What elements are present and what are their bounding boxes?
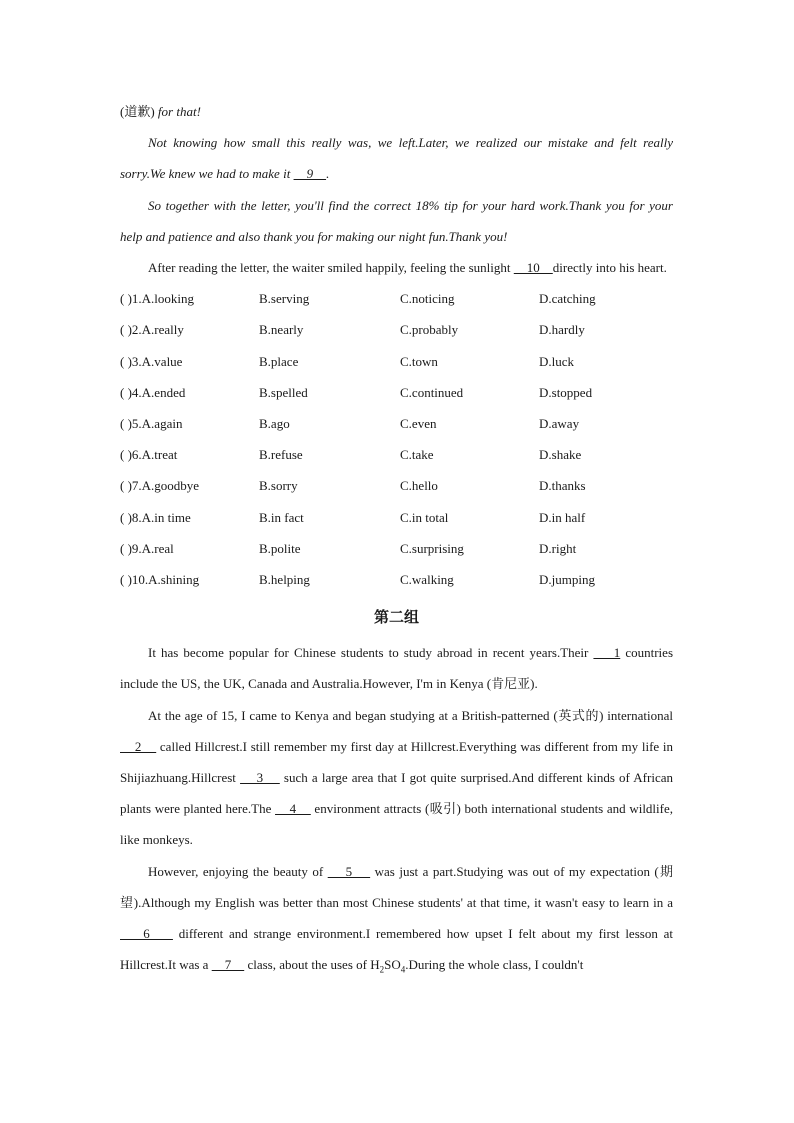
passage1-line-a (120, 96, 673, 127)
question-option-c: C.in total (400, 509, 449, 525)
question-option-d: D.stopped (539, 384, 593, 400)
text: However, enjoying the beauty of (148, 863, 328, 879)
question-row-6 (120, 439, 673, 470)
text: .During the whole class, I couldn't (405, 957, 584, 973)
passage2-para-2 (120, 700, 673, 856)
question-option-d: D.luck (539, 353, 575, 369)
question-option-b: B.spelled (259, 384, 308, 400)
question-row-2 (120, 314, 673, 345)
question-option-b: B.serving (259, 291, 310, 307)
question-option-a: ( )10.A.shining (120, 571, 200, 587)
question-option-b: B.nearly (259, 322, 304, 338)
blank-10: 10 (513, 260, 553, 276)
blank-5: 5 (327, 863, 371, 879)
question-option-a: ( )7.A.goodbye (120, 478, 200, 494)
blank-4: 4 (275, 801, 311, 817)
question-option-b: B.polite (259, 540, 301, 556)
text: SO (384, 957, 401, 973)
text-chinese-gloss: (道歉) (120, 104, 158, 119)
question-option-c: C.town (400, 353, 438, 369)
text: such a large area that I got quite surprised.And different kinds of African plants were planted here.The (120, 769, 673, 817)
question-option-c: C.continued (400, 384, 464, 400)
question-option-b: B.ago (259, 415, 290, 431)
question-row-1 (120, 283, 673, 314)
question-option-b: B.place (259, 353, 299, 369)
question-list (120, 283, 673, 595)
blank-7: 7 (211, 957, 245, 973)
passage2-para-3 (120, 856, 673, 981)
passage1-para-3 (120, 252, 673, 283)
text: environment attracts (吸引) both international students and wildlife, like monkeys. (120, 801, 674, 848)
blank-3: 3 (240, 769, 280, 785)
question-row-4 (120, 377, 673, 408)
question-option-a: ( )3.A.value (120, 353, 183, 369)
question-option-d: D.away (539, 415, 580, 431)
question-option-c: C.walking (400, 571, 454, 587)
passage1-para-1 (120, 127, 673, 189)
question-option-d: D.catching (539, 291, 596, 307)
passage1-para-2: So together with the letter, you'll find the correct 18% tip for your hard work.Thank you for your help and patience and also thank you for making our night fun.Thank you! (120, 197, 673, 244)
question-option-a: ( )8.A.in time (120, 509, 191, 525)
question-option-b: B.helping (259, 571, 310, 587)
question-option-a: ( )2.A.really (120, 322, 184, 338)
question-option-c: C.even (400, 415, 437, 431)
blank-9: 9 (293, 166, 327, 182)
text: It has become popular for Chinese students to study abroad in recent years.Their (148, 645, 594, 661)
question-row-7 (120, 470, 673, 501)
question-option-a: ( )1.A.looking (120, 291, 195, 307)
question-option-a: ( )5.A.again (120, 415, 183, 431)
question-option-d: D.thanks (539, 478, 586, 494)
question-option-d: D.hardly (539, 322, 585, 338)
blank-6: 6 (120, 925, 173, 941)
text: directly into his heart. (552, 260, 667, 276)
subscript: 4 (400, 964, 406, 975)
question-option-d: D.jumping (539, 571, 595, 587)
subscript: 2 (379, 964, 385, 975)
passage2-para-1 (120, 637, 673, 699)
text: different and strange environment.I remembered how upset I felt about my first lesson at Hillcrest.It was a (120, 925, 674, 973)
blank-1: 1 (593, 645, 621, 661)
text: class, about the uses of H (244, 957, 380, 973)
question-option-b: B.in fact (259, 509, 304, 525)
question-option-d: D.shake (539, 447, 582, 463)
text: called Hillcrest.I still remember my first day at Hillcrest.Everything was different from my life in Shijiazhuang.Hillcrest (120, 738, 673, 785)
question-option-a: ( )4.A.ended (120, 384, 186, 400)
question-row-10 (120, 564, 673, 595)
text: At the age of 15, I came to Kenya and began studying at a British-patterned (英式的) international (148, 707, 673, 723)
text: . (326, 166, 330, 182)
question-row-9 (120, 533, 673, 564)
text: countries include the US, the UK, Canada and Australia.However, I'm in Kenya (肯尼亚). (120, 645, 673, 692)
question-option-c: C.hello (400, 478, 438, 494)
question-option-d: D.in half (539, 509, 586, 525)
question-option-c: C.surprising (400, 540, 464, 556)
text: was just a part.Studying was out of my expectation (期望).Although my English was better than most Chinese students' at that time, it wasn't easy to learn in a (120, 863, 674, 910)
question-option-a: ( )9.A.real (120, 540, 174, 556)
blank-2: 2 (120, 738, 157, 754)
question-row-8 (120, 502, 673, 533)
question-option-d: D.right (539, 540, 577, 556)
document-page (120, 96, 673, 980)
text-italic: for that! (157, 104, 201, 119)
section-title: 第二组 (373, 608, 419, 627)
question-row-5 (120, 408, 673, 439)
question-row-3 (120, 346, 673, 377)
question-option-b: B.sorry (259, 478, 298, 494)
question-option-c: C.take (400, 447, 434, 463)
question-option-c: C.probably (400, 322, 459, 338)
question-option-b: B.refuse (259, 447, 303, 463)
question-option-a: ( )6.A.treat (120, 447, 178, 463)
text: Not knowing how small this really was, we left.Later, we realized our mistake and felt really sorry.We knew we had to make it (120, 135, 673, 182)
text: After reading the letter, the waiter smiled happily, feeling the sunlight (148, 260, 514, 276)
question-option-c: C.noticing (400, 291, 455, 307)
